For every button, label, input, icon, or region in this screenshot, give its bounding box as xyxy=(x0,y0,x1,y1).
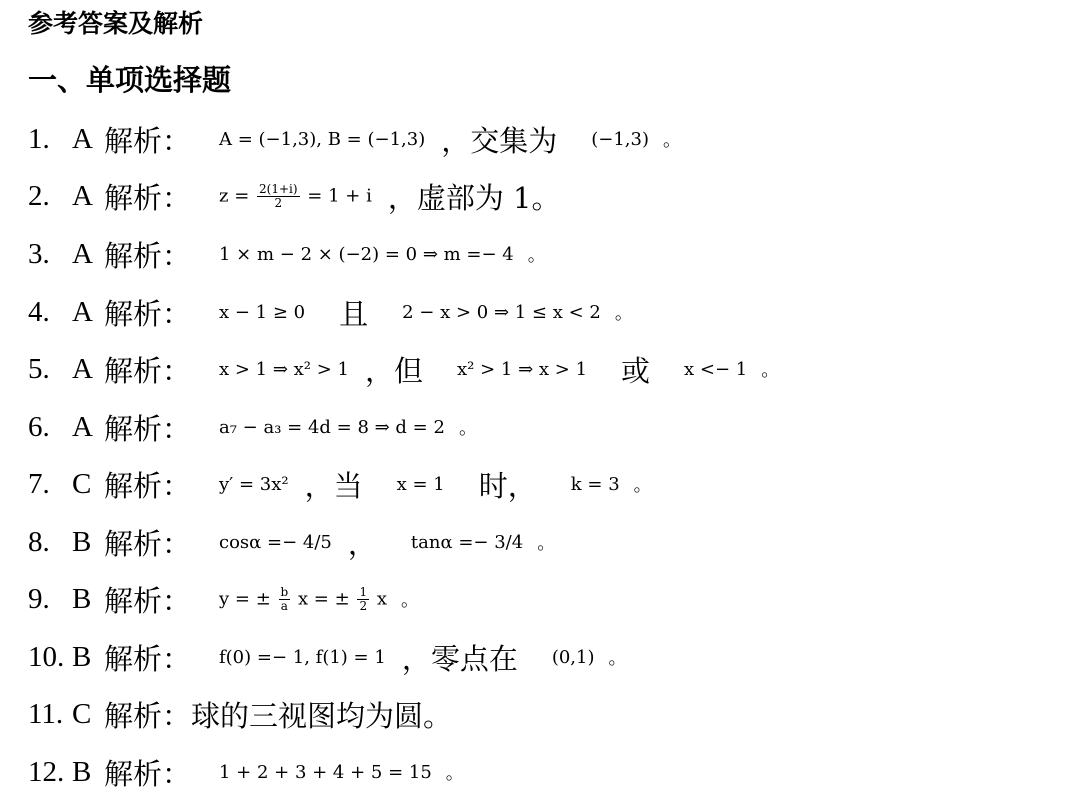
item-text: 时， xyxy=(478,468,537,503)
item-label: 解析： xyxy=(104,641,192,676)
item-math: cosα =− 4/5 xyxy=(219,531,332,553)
item-answer: A xyxy=(72,410,93,443)
item-number: 3. xyxy=(28,237,50,270)
item-label: 解析： xyxy=(104,123,192,158)
item-label: 解析： xyxy=(104,296,192,331)
fraction-denominator: 2 xyxy=(359,598,368,613)
item-math xyxy=(219,183,372,210)
item-answer: A xyxy=(72,179,93,212)
item-label: 解析： xyxy=(104,238,192,273)
answer-item xyxy=(28,632,627,682)
item-label: 解析： xyxy=(104,353,192,388)
math-middle: x = ± xyxy=(297,588,350,609)
item-number: 5. xyxy=(28,352,50,385)
item-math: a₇ − a₃ = 4d = 8 ⇒ d = 2 xyxy=(219,416,445,438)
item-number: 7. xyxy=(28,467,50,500)
item-number: 1. xyxy=(28,122,50,155)
item-text: ，交集为 xyxy=(441,123,558,158)
item-label: 解析： xyxy=(104,583,192,618)
fraction-denominator: 2 xyxy=(274,195,283,210)
page-title: 参考答案及解析 xyxy=(28,9,204,38)
item-label: 解析： xyxy=(104,756,192,791)
item-end: 。 xyxy=(633,475,652,496)
item-math: x > 1 ⇒ x² > 1 xyxy=(219,358,349,380)
item-answer: B xyxy=(72,525,92,558)
item-number: 4. xyxy=(28,295,50,328)
item-math: x − 1 ≥ 0 xyxy=(219,301,306,323)
item-math: x² > 1 ⇒ x > 1 xyxy=(457,358,588,380)
item-label: 解析： xyxy=(104,180,192,215)
math-suffix: x xyxy=(376,588,387,609)
item-text: 解析：球的三视图均为圆。 xyxy=(104,698,453,733)
item-end: 。 xyxy=(445,763,464,784)
item-end: 。 xyxy=(400,590,419,611)
item-end: 。 xyxy=(537,533,556,554)
item-answer: A xyxy=(72,237,93,270)
item-math: k = 3 xyxy=(570,473,620,495)
item-text: ，但 xyxy=(365,353,424,388)
item-text: 且 xyxy=(339,296,369,331)
math-suffix: = 1 + i xyxy=(307,185,372,206)
item-number: 12. xyxy=(28,755,65,788)
answer-item xyxy=(28,344,779,394)
item-label: 解析： xyxy=(104,468,192,503)
answer-item xyxy=(28,459,652,509)
answer-item xyxy=(28,114,681,164)
item-answer: C xyxy=(72,467,92,500)
item-text: ，零点在 xyxy=(401,641,518,676)
item-label: 解析： xyxy=(104,526,192,561)
item-math: f(0) =− 1, f(1) = 1 xyxy=(219,646,386,668)
answer-item xyxy=(28,171,561,221)
item-text: 或 xyxy=(621,353,651,388)
item-end: 。 xyxy=(458,418,477,439)
item-text: ，当 xyxy=(304,468,363,503)
item-math xyxy=(219,586,387,613)
item-end: 。 xyxy=(608,648,627,669)
item-math: x = 1 xyxy=(396,473,445,495)
fraction-numerator: 1 xyxy=(359,584,368,599)
item-number: 2. xyxy=(28,179,50,212)
item-text: ，虚部为 1。 xyxy=(387,180,561,215)
answer-item xyxy=(28,689,452,739)
item-answer: A xyxy=(72,295,93,328)
item-end: 。 xyxy=(614,303,633,324)
answer-item xyxy=(28,747,464,797)
item-math: (−1,3) xyxy=(591,128,650,150)
item-math: x <− 1 xyxy=(684,358,748,380)
fraction-denominator: a xyxy=(280,598,288,613)
item-end: 。 xyxy=(527,245,546,266)
item-answer: A xyxy=(72,352,93,385)
item-answer: A xyxy=(72,122,93,155)
math-prefix: y = ± xyxy=(219,588,271,609)
item-answer: B xyxy=(72,755,92,788)
item-math: A = (−1,3), B = (−1,3) xyxy=(219,128,426,150)
fraction-numerator: b xyxy=(280,584,289,599)
item-math: 1 + 2 + 3 + 4 + 5 = 15 xyxy=(219,761,432,783)
fraction xyxy=(357,586,369,613)
item-label: 解析： xyxy=(104,411,192,446)
item-math: 2 − x > 0 ⇒ 1 ≤ x < 2 xyxy=(402,301,601,323)
item-answer: B xyxy=(72,640,92,673)
item-number: 6. xyxy=(28,410,50,443)
answer-item xyxy=(28,229,546,279)
item-end: 。 xyxy=(663,130,682,151)
item-math: tanα =− 3/4 xyxy=(410,531,524,553)
item-number: 10. xyxy=(28,640,65,673)
fraction-numerator: 2(1+i) xyxy=(259,181,298,196)
answer-item xyxy=(28,574,419,624)
answer-item xyxy=(28,402,477,452)
item-end: 。 xyxy=(761,360,780,381)
answer-item xyxy=(28,517,555,567)
item-number: 11. xyxy=(28,697,64,730)
item-number: 9. xyxy=(28,582,50,615)
item-math: 1 × m − 2 × (−2) = 0 ⇒ m =− 4 xyxy=(219,243,514,265)
item-math: y′ = 3x² xyxy=(219,473,289,495)
fraction xyxy=(279,586,291,613)
answer-item xyxy=(28,287,633,337)
item-math: (0,1) xyxy=(551,646,595,668)
item-number: 8. xyxy=(28,525,50,558)
fraction xyxy=(257,183,300,210)
item-answer: B xyxy=(72,582,92,615)
math-prefix: z = xyxy=(219,185,250,206)
item-answer: C xyxy=(72,697,92,730)
section-heading: 一、单项选择题 xyxy=(28,63,232,97)
item-text: ， xyxy=(347,526,377,561)
